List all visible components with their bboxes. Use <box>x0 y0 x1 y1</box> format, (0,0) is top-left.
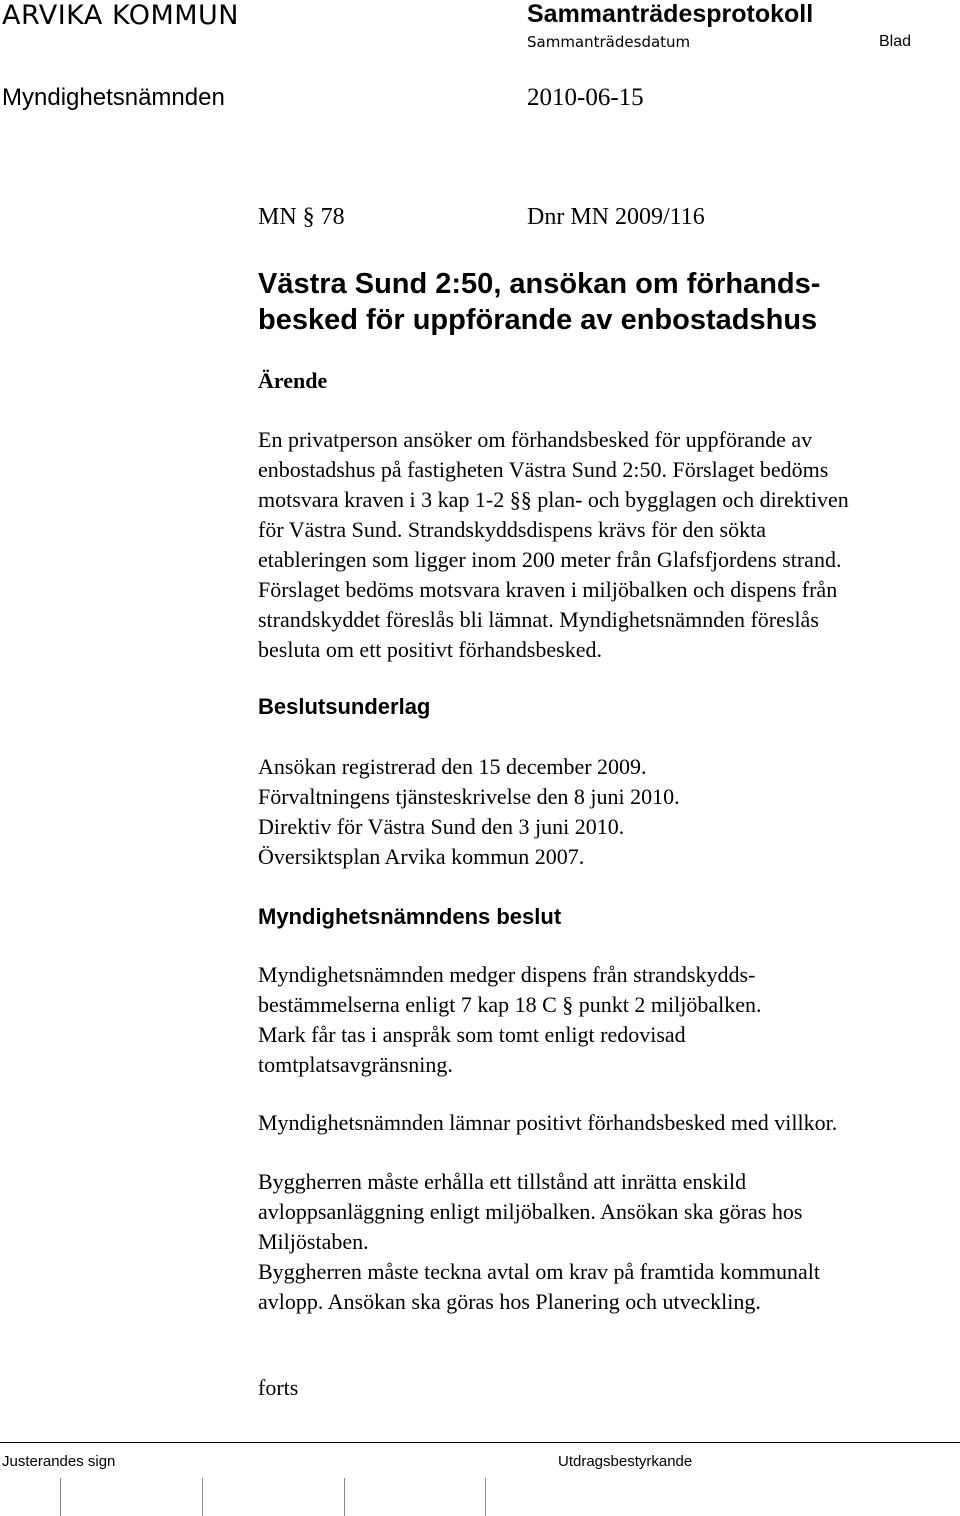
diary-number: Dnr MN 2009/116 <box>527 204 705 230</box>
case-title-line: besked för uppförande av enbostadshus <box>258 304 818 336</box>
signature-box-divider <box>485 1478 486 1516</box>
text-line: Förvaltningens tjänsteskrivelse den 8 juni 2010. <box>258 784 680 809</box>
beslut-paragraph-2 <box>258 1108 948 1138</box>
text-line: för Västra Sund. Strandskyddsdispens krävs för den sökta <box>258 517 766 542</box>
page-label: Blad <box>879 33 912 50</box>
text-line: Myndighetsnämnden medger dispens från strandskydds- <box>258 962 756 987</box>
beslut-paragraph-3 <box>258 1167 948 1317</box>
text-line: Översiktsplan Arvika kommun 2007. <box>258 844 585 869</box>
meeting-date: 2010-06-15 <box>527 84 644 111</box>
signature-box-divider <box>60 1478 61 1516</box>
case-title <box>258 266 948 338</box>
text-line: tomtplatsavgränsning. <box>258 1052 453 1077</box>
beslut-paragraph-1 <box>258 960 948 1080</box>
case-reference: MN § 78 <box>258 204 345 230</box>
text-line: bestämmelserna enligt 7 kap 18 C § punkt 2 miljöbalken. <box>258 992 762 1017</box>
text-line: Direktiv för Västra Sund den 3 juni 2010. <box>258 814 625 839</box>
footer-divider <box>0 1442 960 1443</box>
text-line: etableringen som ligger inom 200 meter från Glafsfjordens strand. <box>258 547 842 572</box>
meeting-date-label: Sammanträdesdatum <box>527 33 691 51</box>
text-line: motsvara kraven i 3 kap 1-2 §§ plan- och bygglagen och direktiven <box>258 487 849 512</box>
signature-label: Justerandes sign <box>2 1453 116 1470</box>
case-title-line: Västra Sund 2:50, ansökan om förhands- <box>258 268 821 300</box>
document-type: Sammanträdesprotokoll <box>527 0 814 28</box>
signature-box-divider <box>344 1478 345 1516</box>
signature-box-divider <box>202 1478 203 1516</box>
text-line: Myndighetsnämnden lämnar positivt förhandsbesked med villkor. <box>258 1110 838 1135</box>
text-line: enbostadshus på fastigheten Västra Sund 2:50. Förslaget bedöms <box>258 457 829 482</box>
text-line: avlopp. Ansökan ska göras hos Planering och utveckling. <box>258 1289 761 1314</box>
arende-paragraph <box>258 425 948 665</box>
text-line: Ansökan registrerad den 15 december 2009. <box>258 754 647 779</box>
continuation-note: forts <box>258 1375 299 1400</box>
board-name: Myndighetsnämnden <box>2 84 225 111</box>
text-line: Byggherren måste teckna avtal om krav på framtida kommunalt <box>258 1259 821 1284</box>
text-line: Byggherren måste erhålla ett tillstånd att inrätta enskild <box>258 1169 747 1194</box>
text-line: Mark får tas i anspråk som tomt enligt redovisad <box>258 1022 686 1047</box>
text-line: avloppsanläggning enligt miljöbalken. Ansökan ska göras hos <box>258 1199 803 1224</box>
text-line: besluta om ett positivt förhandsbesked. <box>258 637 602 662</box>
organization-name: ARVIKA KOMMUN <box>2 0 240 31</box>
text-line: Förslaget bedöms motsvara kraven i miljöbalken och dispens från <box>258 577 838 602</box>
extract-certification-label: Utdragsbestyrkande <box>558 1453 693 1470</box>
text-line: En privatperson ansöker om förhandsbesked för uppförande av <box>258 427 813 452</box>
section-heading-beslutsunderlag: Beslutsunderlag <box>258 694 431 719</box>
section-heading-beslut: Myndighetsnämndens beslut <box>258 904 562 929</box>
section-heading-arende: Ärende <box>258 368 328 393</box>
text-line: strandskyddet föreslås bli lämnat. Myndighetsnämnden föreslås <box>258 607 819 632</box>
beslutsunderlag-list <box>258 752 948 872</box>
text-line: Miljöstaben. <box>258 1229 369 1254</box>
